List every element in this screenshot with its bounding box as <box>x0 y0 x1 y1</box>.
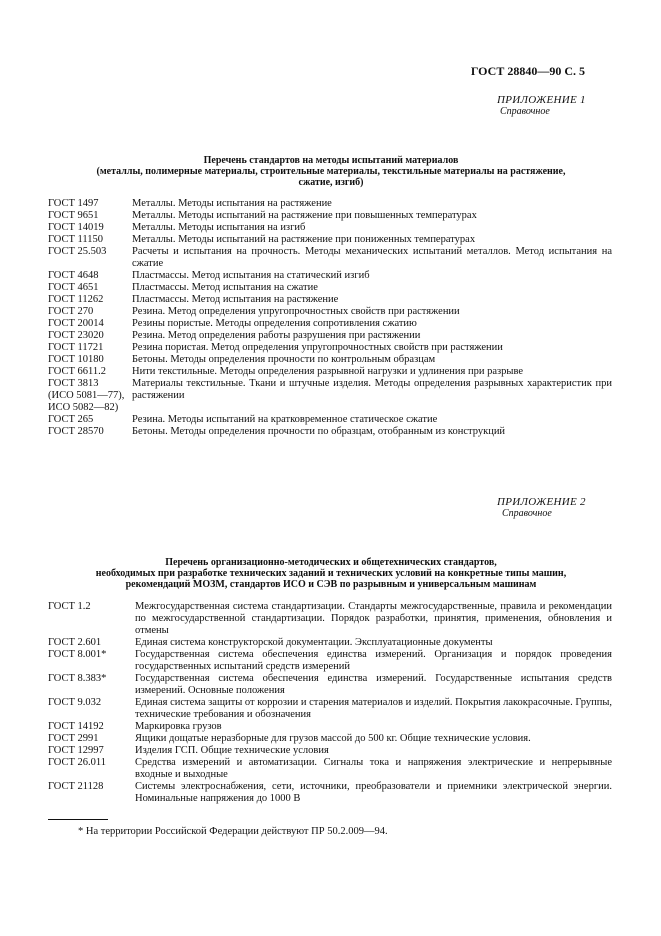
standard-row <box>48 234 612 246</box>
standard-description: Единая система конструкторской документации. Эксплуатационные документы <box>135 637 493 648</box>
standard-code: ГОСТ 23020 <box>48 330 104 341</box>
standard-description: Резина пористая. Метод определения упругопрочностных свойств при растяжении <box>132 342 503 353</box>
standard-row <box>48 294 612 306</box>
standard-description: Резина. Методы испытаний на кратковременное статическое сжатие <box>132 414 438 425</box>
standard-row <box>48 366 612 378</box>
standard-code: ГОСТ 2991 <box>48 733 99 744</box>
standard-description: Межгосударственная система стандартизации. Стандарты межгосударственные, правила и рекомендации по межгосударственной стандартизации. Порядок разработки, принятия, применения, обновления и отмены <box>135 601 612 636</box>
appendix-1-title: ПРИЛОЖЕНИЕ 1 <box>497 94 586 106</box>
standard-description: Резины пористые. Методы определения сопротивления сжатию <box>132 318 417 329</box>
standard-row <box>48 210 612 222</box>
standard-code: ГОСТ 9.032 <box>48 697 102 708</box>
footnote-divider <box>48 819 108 820</box>
appendix-1-heading-line-3: сжатие, изгиб) <box>298 177 364 188</box>
appendix-2-heading-line-1: Перечень организационно-методических и общетехнических стандартов, <box>165 557 497 568</box>
standard-row <box>48 649 612 673</box>
appendix-2-title: ПРИЛОЖЕНИЕ 2 <box>497 496 586 508</box>
standard-description: Маркировка грузов <box>135 721 222 732</box>
standard-row <box>48 673 612 697</box>
standard-code: ГОСТ 25.503 <box>48 246 107 257</box>
standard-code: ГОСТ 21128 <box>48 781 104 792</box>
standard-description: Металлы. Методы испытаний на растяжение при пониженных температурах <box>132 234 476 245</box>
appendix-2-heading-line-2: необходимых при разработке технических заданий и технических условий на конкретные типы машин, <box>95 568 567 579</box>
standard-code: ГОСТ 10180 <box>48 354 104 365</box>
standard-code: ГОСТ 11150 <box>48 234 104 245</box>
standard-row <box>48 306 612 318</box>
standard-code: ГОСТ 8.383* <box>48 673 107 684</box>
standard-description: Ящики дощатые неразборные для грузов массой до 500 кг. Общие технические условия. <box>135 733 531 744</box>
appendix-2-heading <box>40 557 622 590</box>
standard-description: Расчеты и испытания на прочность. Методы механических испытаний металлов. Метод испытания на сжатие <box>132 246 612 269</box>
standard-code: ГОСТ 12997 <box>48 745 104 756</box>
appendix-1-heading <box>40 155 622 188</box>
standard-code: ГОСТ 1497 <box>48 198 99 209</box>
appendix-2-label <box>497 496 586 520</box>
standard-row <box>48 198 612 210</box>
appendix-1-subtitle: Справочное <box>500 106 550 117</box>
standard-row <box>48 270 612 282</box>
standard-description: Государственная система обеспечения единства измерений. Государственные испытания средств измерений. Основные положения <box>135 673 612 696</box>
standard-row <box>48 697 612 721</box>
standard-code: ГОСТ 28570 <box>48 426 104 437</box>
footnote: * На территории Российской Федерации действуют ПР 50.2.009—94. <box>78 826 388 837</box>
standard-code: ГОСТ 3813 (ИСО 5081—77), ИСО 5082—82) <box>48 378 125 413</box>
standard-row <box>48 745 612 757</box>
standard-description: Бетоны. Методы определения прочности по контрольным образцам <box>132 354 436 365</box>
standard-row <box>48 342 612 354</box>
standard-description: Резина. Метод определения упругопрочностных свойств при растяжении <box>132 306 460 317</box>
standard-code: ГОСТ 11721 <box>48 342 104 353</box>
standard-code: ГОСТ 9651 <box>48 210 99 221</box>
standard-description: Пластмассы. Метод испытания на сжатие <box>132 282 318 293</box>
standard-description: Изделия ГСП. Общие технические условия <box>135 745 329 756</box>
standard-description: Резина. Метод определения работы разрушения при растяжении <box>132 330 421 341</box>
standard-description: Нити текстильные. Методы определения разрывной нагрузки и удлинения при разрыве <box>132 366 524 377</box>
standard-code: ГОСТ 4651 <box>48 282 99 293</box>
standard-row <box>48 330 612 342</box>
standard-code: ГОСТ 270 <box>48 306 94 317</box>
standard-code: ГОСТ 265 <box>48 414 94 425</box>
standard-code: ГОСТ 20014 <box>48 318 104 329</box>
standard-description: Государственная система обеспечения единства измерений. Организация и порядок проведения государственных испытаний средств измерений <box>135 649 612 672</box>
standard-code: ГОСТ 1.2 <box>48 601 91 612</box>
standard-code: ГОСТ 8.001* <box>48 649 107 660</box>
appendix-1-heading-line-2: (металлы, полимерные материалы, строительные материалы, текстильные материалы на растяжение, <box>96 166 566 177</box>
appendix-1-label <box>497 94 586 118</box>
standard-row <box>48 318 612 330</box>
standard-description: Металлы. Методы испытаний на растяжение при повышенных температурах <box>132 210 477 221</box>
standard-row <box>48 378 612 414</box>
standard-row <box>48 601 612 637</box>
standard-code: ГОСТ 2.601 <box>48 637 102 648</box>
appendix-1-standards-list <box>48 198 612 438</box>
standard-code: ГОСТ 14192 <box>48 721 104 732</box>
standard-row <box>48 781 612 805</box>
standard-row <box>48 733 612 745</box>
appendix-2-heading-line-3: рекомендаций МОЗМ, стандартов ИСО и СЭВ по разрывным и универсальным машинам <box>125 579 537 590</box>
standard-description: Металлы. Методы испытания на растяжение <box>132 198 332 209</box>
standard-row <box>48 246 612 270</box>
standard-code: ГОСТ 26.011 <box>48 757 107 768</box>
standard-code: ГОСТ 4648 <box>48 270 99 281</box>
standard-description: Пластмассы. Метод испытания на статический изгиб <box>132 270 370 281</box>
appendix-2-subtitle: Справочное <box>502 508 552 519</box>
appendix-1-heading-line-1: Перечень стандартов на методы испытаний материалов <box>203 155 459 166</box>
standard-code: ГОСТ 14019 <box>48 222 104 233</box>
standard-row <box>48 757 612 781</box>
standard-row <box>48 282 612 294</box>
standard-description: Бетоны. Методы определения прочности по образцам, отобранным из конструкций <box>132 426 506 437</box>
standard-description: Средства измерений и автоматизации. Сигналы тока и напряжения электрические и непрерывные входные и выходные <box>135 757 612 780</box>
standard-row <box>48 414 612 426</box>
standard-description: Металлы. Методы испытания на изгиб <box>132 222 306 233</box>
standard-code: ГОСТ 11262 <box>48 294 104 305</box>
standard-row <box>48 637 612 649</box>
standard-row <box>48 354 612 366</box>
standard-row <box>48 721 612 733</box>
standard-description: Единая система защиты от коррозии и старения материалов и изделий. Покрытия лакокрасочные. Группы, технические требования и обозначения <box>135 697 613 720</box>
standard-code: ГОСТ 6611.2 <box>48 366 107 377</box>
standard-description: Пластмассы. Метод испытания на растяжение <box>132 294 339 305</box>
appendix-2-standards-list <box>48 601 612 805</box>
page-header: ГОСТ 28840—90 С. 5 <box>470 64 585 78</box>
standard-description: Материалы текстильные. Ткани и штучные изделия. Методы определения разрывных характеристик при растяжении <box>132 378 612 401</box>
standard-row <box>48 222 612 234</box>
standard-description: Системы электроснабжения, сети, источники, преобразователи и приемники электрической энергии. Номинальные напряжения до 1000 В <box>135 781 612 804</box>
standard-row <box>48 426 612 438</box>
